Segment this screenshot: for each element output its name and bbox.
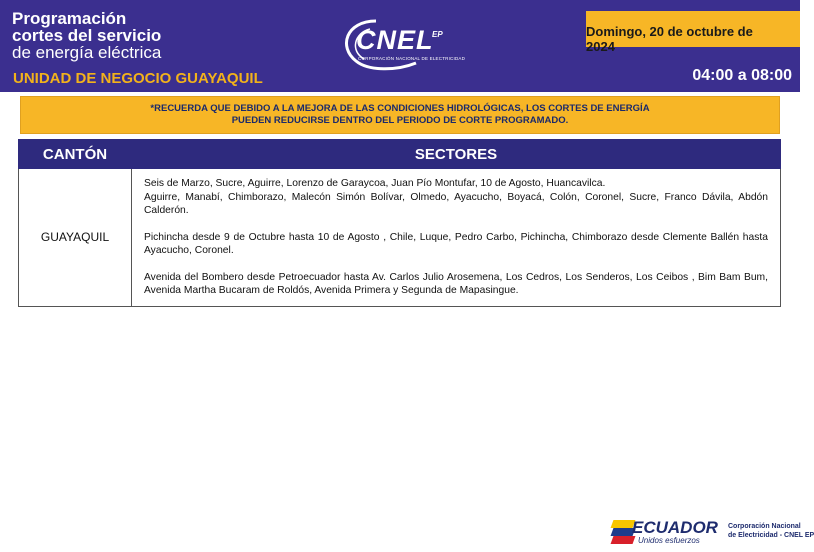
header-banner bbox=[0, 0, 800, 92]
corp-line-2: de Electricidad - CNEL EP bbox=[728, 532, 814, 539]
page-title bbox=[12, 10, 161, 62]
title-line-1: Programación bbox=[12, 9, 127, 28]
schedule-table bbox=[18, 139, 781, 307]
sectors-cell bbox=[132, 169, 781, 307]
sector-group-3: Pichincha desde 9 de Octubre hasta 10 de Agosto , Chile, Luque, Pedro Carbo, Pichincha, Chimborazo desde Clemente Ballén hasta Ayacucho, Coronel. bbox=[144, 231, 768, 256]
table-row bbox=[19, 169, 781, 307]
notice-line-2: PUEDEN REDUCIRSE DENTRO DEL PERIODO DE CORTE PROGRAMADO. bbox=[231, 115, 569, 126]
table-header-row bbox=[19, 140, 781, 169]
title-line-3: de energía eléctrica bbox=[12, 43, 162, 62]
logo-text: CNEL bbox=[356, 25, 434, 55]
footer-logo bbox=[612, 518, 814, 548]
ecuador-wordmark: ECUADOR bbox=[632, 518, 718, 537]
date-badge bbox=[586, 11, 800, 54]
ecuador-flag-icon bbox=[612, 520, 634, 544]
slogan: Unidos esfuerzos bbox=[638, 536, 700, 545]
title-line-2: cortes del servicio bbox=[12, 26, 162, 45]
notice-line-1: *RECUERDA QUE DEBIDO A LA MEJORA DE LAS CONDICIONES HIDROLÓGICAS, LOS CORTES DE ENERGÍA bbox=[150, 103, 650, 114]
corp-line-1: Corporación Nacional bbox=[728, 523, 801, 530]
logo-ep: EP bbox=[432, 30, 443, 39]
column-header-canton: CANTÓN bbox=[19, 140, 132, 169]
time-range: 04:00 a 08:00 bbox=[692, 67, 792, 84]
canton-cell: GUAYAQUIL bbox=[19, 169, 132, 307]
corporation-name bbox=[728, 522, 814, 540]
sector-group-1: Seis de Marzo, Sucre, Aguirre, Lorenzo de Garaycoa, Juan Pío Montufar, 10 de Agosto, Huancavilca. bbox=[144, 178, 606, 189]
business-unit: UNIDAD DE NEGOCIO GUAYAQUIL bbox=[13, 70, 263, 87]
column-header-sectors: SECTORES bbox=[132, 140, 781, 169]
cnel-logo bbox=[336, 17, 466, 77]
sector-group-4: Avenida del Bombero desde Petroecuador hasta Av. Carlos Julio Arosemena, Los Cedros, Los Senderos, Los Ceibos , Bim Bam Bum, Avenida Martha Bucaram de Roldós, Avenida Primera y Segunda de Mapasingue. bbox=[144, 271, 768, 296]
notice-banner bbox=[20, 96, 780, 134]
date-text: Domingo, 20 de octubre de 2024 bbox=[586, 24, 753, 54]
sector-group-2: Aguirre, Manabí, Chimborazo, Malecón Simón Bolívar, Olmedo, Ayacucho, Boyacá, Colón, Coronel, Sucre, Franco Dávila, Abdón Calderón. bbox=[144, 191, 768, 216]
logo-subtitle: CORPORACIÓN NACIONAL DE ELECTRICIDAD bbox=[358, 56, 466, 61]
